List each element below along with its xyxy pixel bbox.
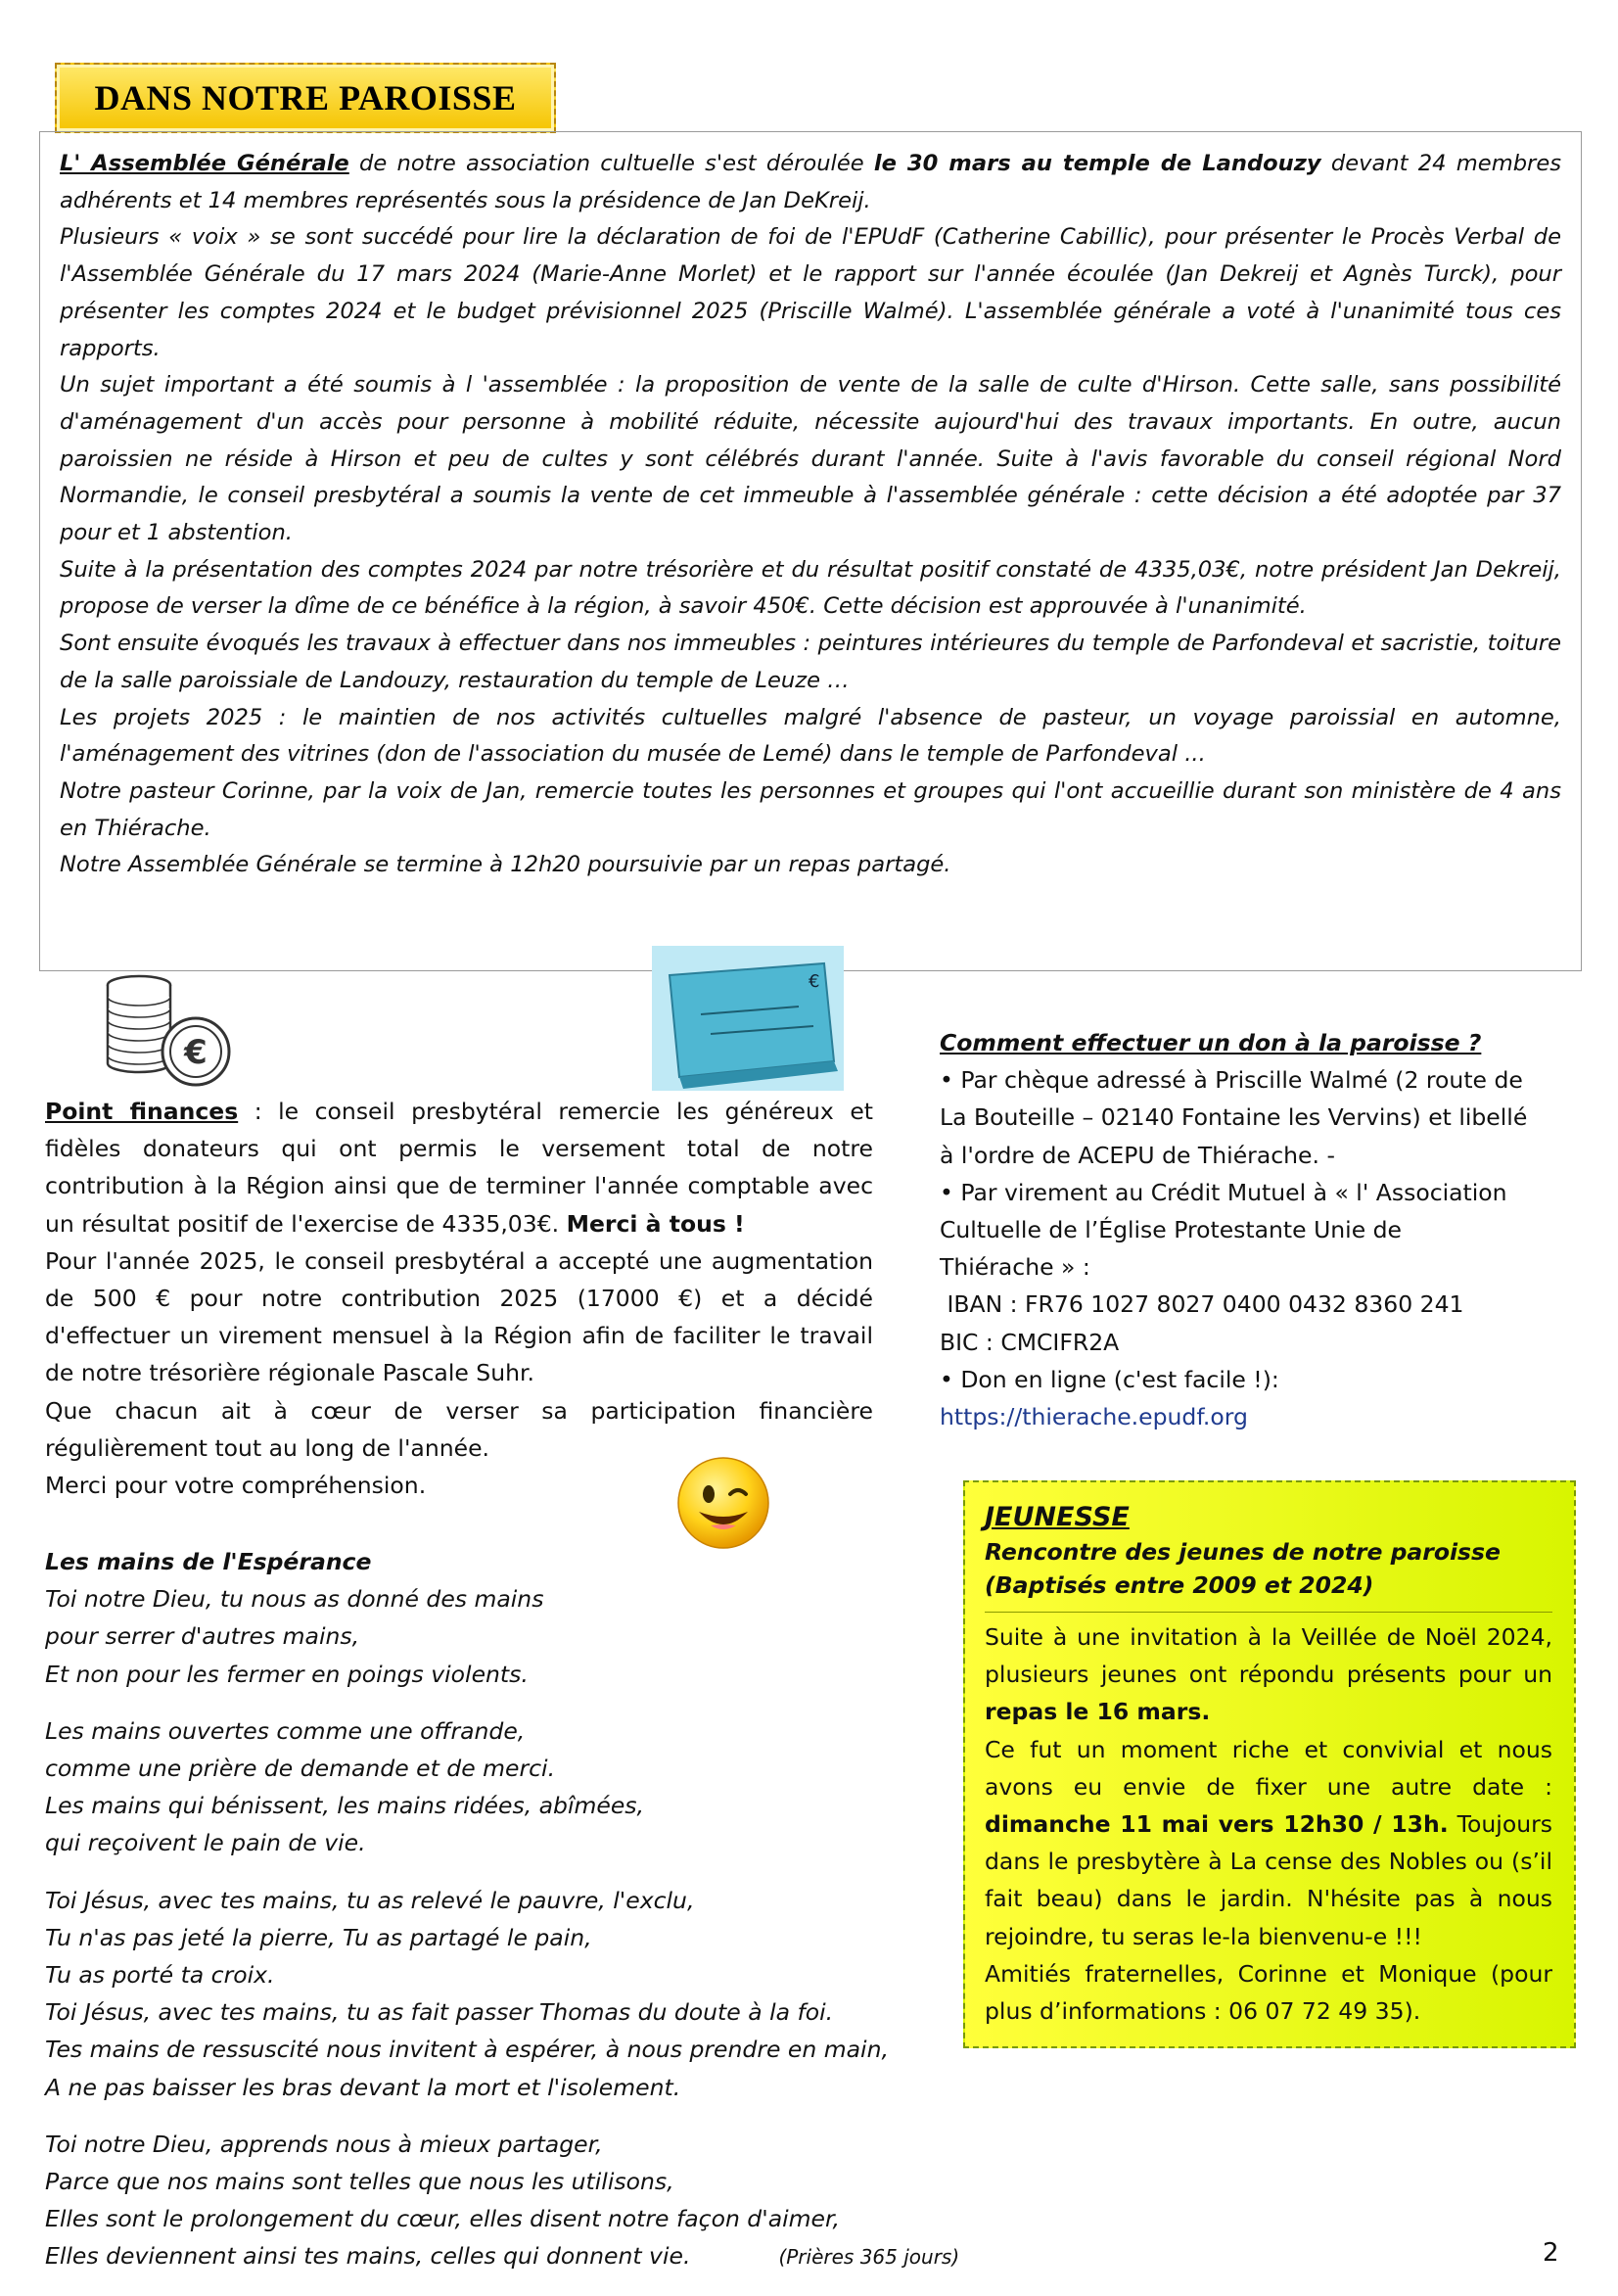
assembly-paragraph-8: Notre Assemblée Générale se termine à 12h20 poursuivie par un repas partagé. xyxy=(60,852,951,878)
poem-line: Toi notre Dieu, apprends nous à mieux partager, xyxy=(45,2130,603,2158)
section-banner xyxy=(55,63,556,133)
jeunesse-divider xyxy=(985,1612,1552,1613)
donation-section xyxy=(940,1024,1586,1435)
assembly-paragraph-6: Les projets 2025 : le maintien de nos activités cultuelles malgré l'absence de pasteur, un voyage paroissial en automne, l'aménagement des vitrines (don de l'association du musée de Lemé) dans le temple de Parfondeval ... xyxy=(60,704,1561,768)
assembly-lead: L' Assemblée Générale xyxy=(60,151,349,176)
donation-line: Thiérache » : xyxy=(940,1253,1090,1282)
poem-line: pour serrer d'autres mains, xyxy=(45,1622,360,1651)
jeunesse-paragraph-2: Ce fut un moment riche et convivial et nous avons eu envie de fixer une autre date : dimanche 11 mai vers 12h30 / 13h. Toujours dans le presbytère à La cense des Nobles ou (s’il fait beau) dans le jardin. N'hésite pas à nous rejoindre, tu seras le-la bienvenu-e !!! xyxy=(985,1735,1553,1950)
poem-line: Les mains ouvertes comme une offrande, xyxy=(45,1716,526,1745)
poem-line: A ne pas baisser les bras devant la mort et l'isolement. xyxy=(45,2073,681,2101)
poem-line: Elles sont le prolongement du cœur, elles disent notre façon d'aimer, xyxy=(45,2205,840,2233)
jeunesse-subtitle-1: Rencontre des jeunes de notre paroisse xyxy=(985,1538,1501,1566)
donation-line: à l'ordre de ACEPU de Thiérache. - xyxy=(940,1141,1335,1169)
poem-line: comme une prière de demande et de merci. xyxy=(45,1755,556,1783)
jeunesse-paragraph-1: Suite à une invitation à la Veillée de Noël 2024, plusieurs jeunes ont répondu présents pour un repas le 16 mars. xyxy=(985,1623,1552,1726)
jeunesse-subtitle-2: (Baptisés entre 2009 et 2024) xyxy=(985,1571,1374,1599)
assembly-paragraph-1: L' Assemblée Générale de notre association cultuelle s'est déroulée le 30 mars au temple de Landouzy devant 24 membres adhérents et 14 membres représentés sous la présidence de Jan DeKreij. xyxy=(60,151,1562,213)
donation-line: • Par chèque adressé à Priscille Walmé (2 route de xyxy=(940,1066,1523,1095)
poem-stanza-4 xyxy=(45,2126,960,2276)
page-number: 2 xyxy=(1543,2238,1559,2268)
svg-text:€: € xyxy=(184,1033,208,1072)
assembly-paragraph-2: Plusieurs « voix » se sont succédé pour lire la déclaration de foi de l'EPUdF (Catherine Cabillic), pour présenter le Procès Verbal de l'Assemblée Générale du 17 mars 2024 (Marie-Anne Morlet) et le rapport sur l'année écoulée (Jan Dekreij et Agnès Turck), pour présenter les comptes 2024 et le budget prévisionnel 2025 (Priscille Walmé). L'assemblée générale a voté à l'unanimité tous ces rapports. xyxy=(60,224,1561,361)
poem-line: qui reçoivent le pain de vie. xyxy=(45,1829,366,1857)
donation-line: • Par virement au Crédit Mutuel à « l' Association xyxy=(940,1178,1507,1206)
assembly-paragraph-5: Sont ensuite évoqués les travaux à effectuer dans nos immeubles : peintures intérieures du temple de Parfondeval et sacristie, toiture de la salle paroissiale de Landouzy, restauration du temple de Leuze … xyxy=(60,631,1561,693)
poem-stanza-1 xyxy=(45,1580,926,1693)
winking-smiley-icon xyxy=(675,1455,771,1551)
poem-line: Tes mains de ressuscité nous invitent à espérer, à nous prendre en main, xyxy=(45,2036,889,2064)
jeunesse-title: JEUNESSE xyxy=(985,1502,1130,1532)
poem-line: Toi Jésus, avec tes mains, tu as fait passer Thomas du doute à la foi. xyxy=(45,1998,834,2027)
cheque-icon xyxy=(652,946,844,1091)
poem-line: Les mains qui bénissent, les mains ridées, abîmées, xyxy=(45,1792,644,1820)
poem-line: Et non pour les fermer en poings violents. xyxy=(45,1660,529,1688)
finances-paragraph-2: Pour l'année 2025, le conseil presbytéral a accepté une augmentation de 500 € pour notre contribution 2025 (17000 €) et a décidé d'effectuer un virement mensuel à la Région afin de faciliter le travail de notre trésorière régionale Pascale Suhr. xyxy=(45,1246,873,1387)
poem-line: Toi Jésus, avec tes mains, tu as relevé le pauvre, l'exclu, xyxy=(45,1886,695,1914)
poem-stanza-3 xyxy=(45,1882,926,2106)
assembly-paragraph-4: Suite à la présentation des comptes 2024 par notre trésorière et du résultat positif constaté de 4335,03€, notre président Jan Dekreij, propose de verser la dîme de ce bénéfice à la région, à savoir 450€. Cette décision est approuvée à l'unanimité. xyxy=(60,556,1561,620)
jeunesse-paragraph-3: Amitiés fraternelles, Corinne et Monique (pour plus d’informations : 06 07 72 49 35). xyxy=(985,1959,1552,2026)
finances-paragraph-1: Point finances : le conseil presbytéral remercie les généreux et fidèles donateurs qui ont permis le versement total de notre contribution à la Région ainsi que de terminer l'année comptable avec un résultat positif de l'exercise de 4335,03€. Merci à tous ! xyxy=(45,1098,873,1238)
donation-line: La Bouteille – 02140 Fontaine les Vervins) et libellé xyxy=(940,1103,1528,1132)
donation-line: BIC : CMCIFR2A xyxy=(940,1328,1120,1356)
poem-line: Toi notre Dieu, tu nous as donné des mains xyxy=(45,1585,544,1614)
finances-section xyxy=(45,1093,873,1504)
poem-stanza-2 xyxy=(45,1712,926,1862)
svg-text:€: € xyxy=(809,971,820,992)
poem-line: Tu n'as pas jeté la pierre, Tu as partagé le pain, xyxy=(45,1923,592,1951)
finances-paragraph-4: Merci pour votre compréhension. xyxy=(45,1472,427,1500)
poem-title: Les mains de l'Espérance xyxy=(45,1548,372,1575)
assembly-paragraph-3: Un sujet important a été soumis à l 'assemblée : la proposition de vente de la salle de culte d'Hirson. Cette salle, sans possibilité d'aménagement d'un accès pour personne à mobilité réduite, nécessite aujourd'hui des travaux importants. En outre, aucun paroissien ne réside à Hirson et peu de cultes y sont célébrés durant l'année. Suite à l'avis favorable du conseil régional Nord Normandie, le conseil presbytéral a soumis la vente de cet immeuble à l'assemblée générale : cette décision a été adoptée par 37 pour et 1 abstention. xyxy=(60,372,1561,546)
poem-source: (Prières 365 jours) xyxy=(778,2245,960,2270)
poem-line: Tu as porté ta croix. xyxy=(45,1961,275,1990)
finances-lead: Point finances xyxy=(45,1098,239,1125)
euro-coins-icon xyxy=(98,971,245,1093)
assembly-paragraph-7: Notre pasteur Corinne, par la voix de Jan, remercie toutes les personnes et groupes qui l'ont accueillie durant son ministère de 4 ans en Thiérache. xyxy=(60,777,1561,841)
assembly-box xyxy=(39,131,1582,971)
finances-paragraph-3: Que chacun ait à cœur de verser sa participation financière régulièrement tout au long de l'année. xyxy=(45,1396,873,1462)
section-title: DANS NOTRE PAROISSE xyxy=(94,78,517,117)
donation-line: • Don en ligne (c'est facile !): xyxy=(940,1365,1279,1393)
donation-title: Comment effectuer un don à la paroisse ? xyxy=(940,1029,1482,1056)
jeunesse-box xyxy=(963,1480,1576,2048)
poem-line: Parce que nos mains sont telles que nous les utilisons, xyxy=(45,2168,674,2196)
donation-link[interactable]: https://thierache.epudf.org xyxy=(940,1403,1248,1431)
donation-line: Cultuelle de l’Église Protestante Unie de xyxy=(940,1216,1402,1244)
donation-line: IBAN : FR76 1027 8027 0400 0432 8360 241 xyxy=(940,1290,1464,1319)
poem-line-last: Elles deviennent ainsi tes mains, celles qui donnent vie. (Prières 365 jours) xyxy=(45,2242,960,2271)
poem-section xyxy=(45,1543,960,2296)
